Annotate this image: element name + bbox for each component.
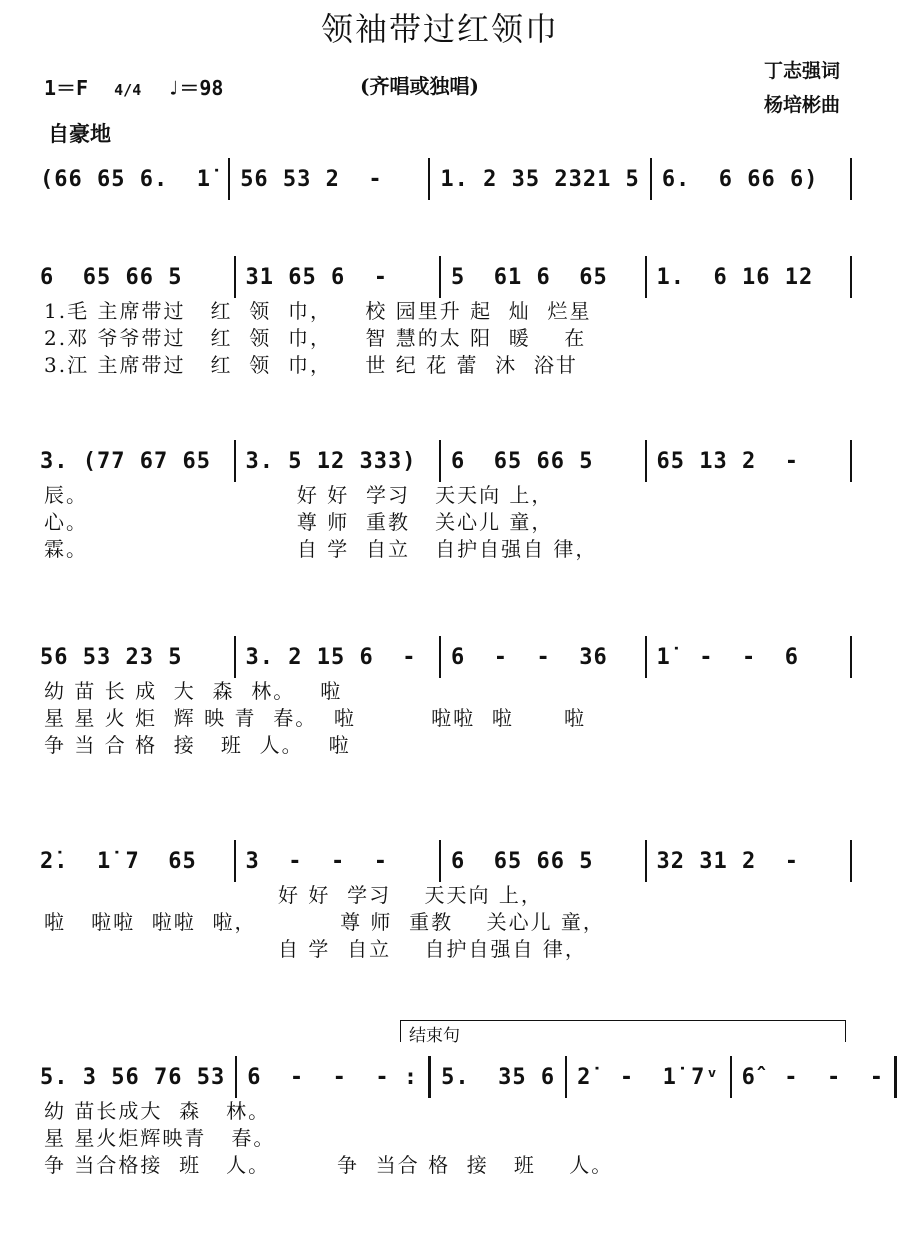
lyric-line: 自 学 自立 自护自强自 律， [44, 937, 587, 961]
composer-credit: 杨培彬曲 [763, 94, 840, 116]
notes-line [30, 158, 852, 200]
measure: 6. 6 66 6) [661, 166, 819, 192]
song-title: 领袖带过红领巾 [320, 10, 559, 48]
lyric-line: 1.毛 主席带过 红 领 巾， 校 园里升 起 灿 烂星 [44, 299, 592, 323]
barline [850, 256, 852, 298]
lyric-line: 幼 苗长成大 森 林。 [44, 1099, 271, 1123]
lyric-line: 星 星 火 炬 辉 映 青 春。 啦 啦啦 啦 啦 [44, 706, 587, 730]
notes-line [30, 636, 852, 678]
measure: 6 65 66 5 [451, 848, 594, 874]
lyric-line: 啦 啦啦 啦啦 啦， 尊 师 重教 关心儿 童， [44, 910, 605, 934]
measure: 6 65 66 5 [451, 448, 594, 474]
lyrics-block [30, 1098, 852, 1179]
lyric-line: 星 星火炬辉映青 春。 [44, 1126, 276, 1150]
system-1 [30, 158, 852, 200]
measure: 31 65 6 - [245, 264, 388, 290]
measure: 6 65 66 5 [40, 264, 183, 290]
barline [850, 158, 852, 200]
notes-line [30, 840, 852, 882]
lyric-line: 争 当合格接 班 人。 争 当合 格 接 班 人。 [44, 1153, 614, 1177]
time-signature: 4/4 [114, 81, 142, 99]
barline [850, 440, 852, 482]
system-5 [30, 840, 852, 963]
measure: 56 53 23 5 [40, 644, 183, 670]
measure: 5. 35 6 [441, 1064, 556, 1090]
lyric-line: 争 当 合 格 接 班 人。 啦 [44, 733, 351, 757]
notes-line [30, 440, 852, 482]
lyric-line: 好 好 学习 天天向 上， [44, 883, 543, 907]
system-6 [30, 1056, 885, 1179]
measure: 1. 6 16 12 [656, 264, 814, 290]
measure: 1̇ - - 6 [656, 644, 799, 670]
lyric-line: 辰。 好 好 学习 天天向 上， [44, 483, 554, 507]
measure: (66 65 6. 1̇ [40, 166, 211, 192]
lyric-line: 心。 尊 师 重教 关心儿 童， [44, 510, 554, 534]
measure: 5. 3 56 76 53 [40, 1064, 226, 1090]
lyric-line: 2.邓 爷爷带过 红 领 巾， 智 慧的太 阳 暖 在 [44, 326, 587, 350]
measure: 3. (77 67 65 [40, 448, 211, 474]
measure: 5 61 6 65 [451, 264, 608, 290]
lyrics-block [30, 482, 852, 563]
measure: 3. 5 12 333) [245, 448, 417, 474]
measure: 2̇. 1̇ 7 65 [40, 848, 197, 874]
measure: 32 31 2 - [656, 848, 799, 874]
measure: 65 13 2 - [656, 448, 799, 474]
lyric-line: 3.江 主席带过 红 领 巾， 世 纪 花 蕾 沐 浴甘 [44, 353, 578, 377]
system-3 [30, 440, 852, 563]
measure: 6 - - - : [247, 1064, 419, 1090]
notes-line [30, 1056, 885, 1098]
measure: 6 - - 36 [451, 644, 608, 670]
lyrics-block [30, 882, 852, 963]
measure: 2̇ - 1̇ 7ᵛ [577, 1064, 720, 1090]
measure: 3 - - - [245, 848, 388, 874]
measure: 56 53 2 - [240, 166, 383, 192]
key-tempo-line [44, 72, 223, 101]
expression-mark: 自豪地 [48, 121, 111, 146]
key-signature: 1＝F [44, 76, 89, 100]
lyric-line: 幼 苗 长 成 大 森 林。 啦 [44, 679, 343, 703]
measure: 3. 2 15 6 - [245, 644, 417, 670]
performance-note: (齐唱或独唱) [360, 74, 479, 98]
measure: 1. 2 35 2321 5 [440, 166, 640, 192]
system-4 [30, 636, 852, 759]
lyric-line: 霖。 自 学 自立 自护自强自 律， [44, 537, 598, 561]
ending-bracket: 结束句 [400, 1020, 846, 1042]
lyricist-credit: 丁志强词 [763, 60, 840, 82]
lyrics-block [30, 678, 852, 759]
measure: 6̂ - - - [741, 1064, 885, 1090]
barline [850, 636, 852, 678]
notes-line [30, 256, 852, 298]
tempo-mark: ♩＝98 [167, 76, 224, 100]
lyrics-block [30, 298, 852, 379]
barline [850, 840, 852, 882]
system-2 [30, 256, 852, 379]
